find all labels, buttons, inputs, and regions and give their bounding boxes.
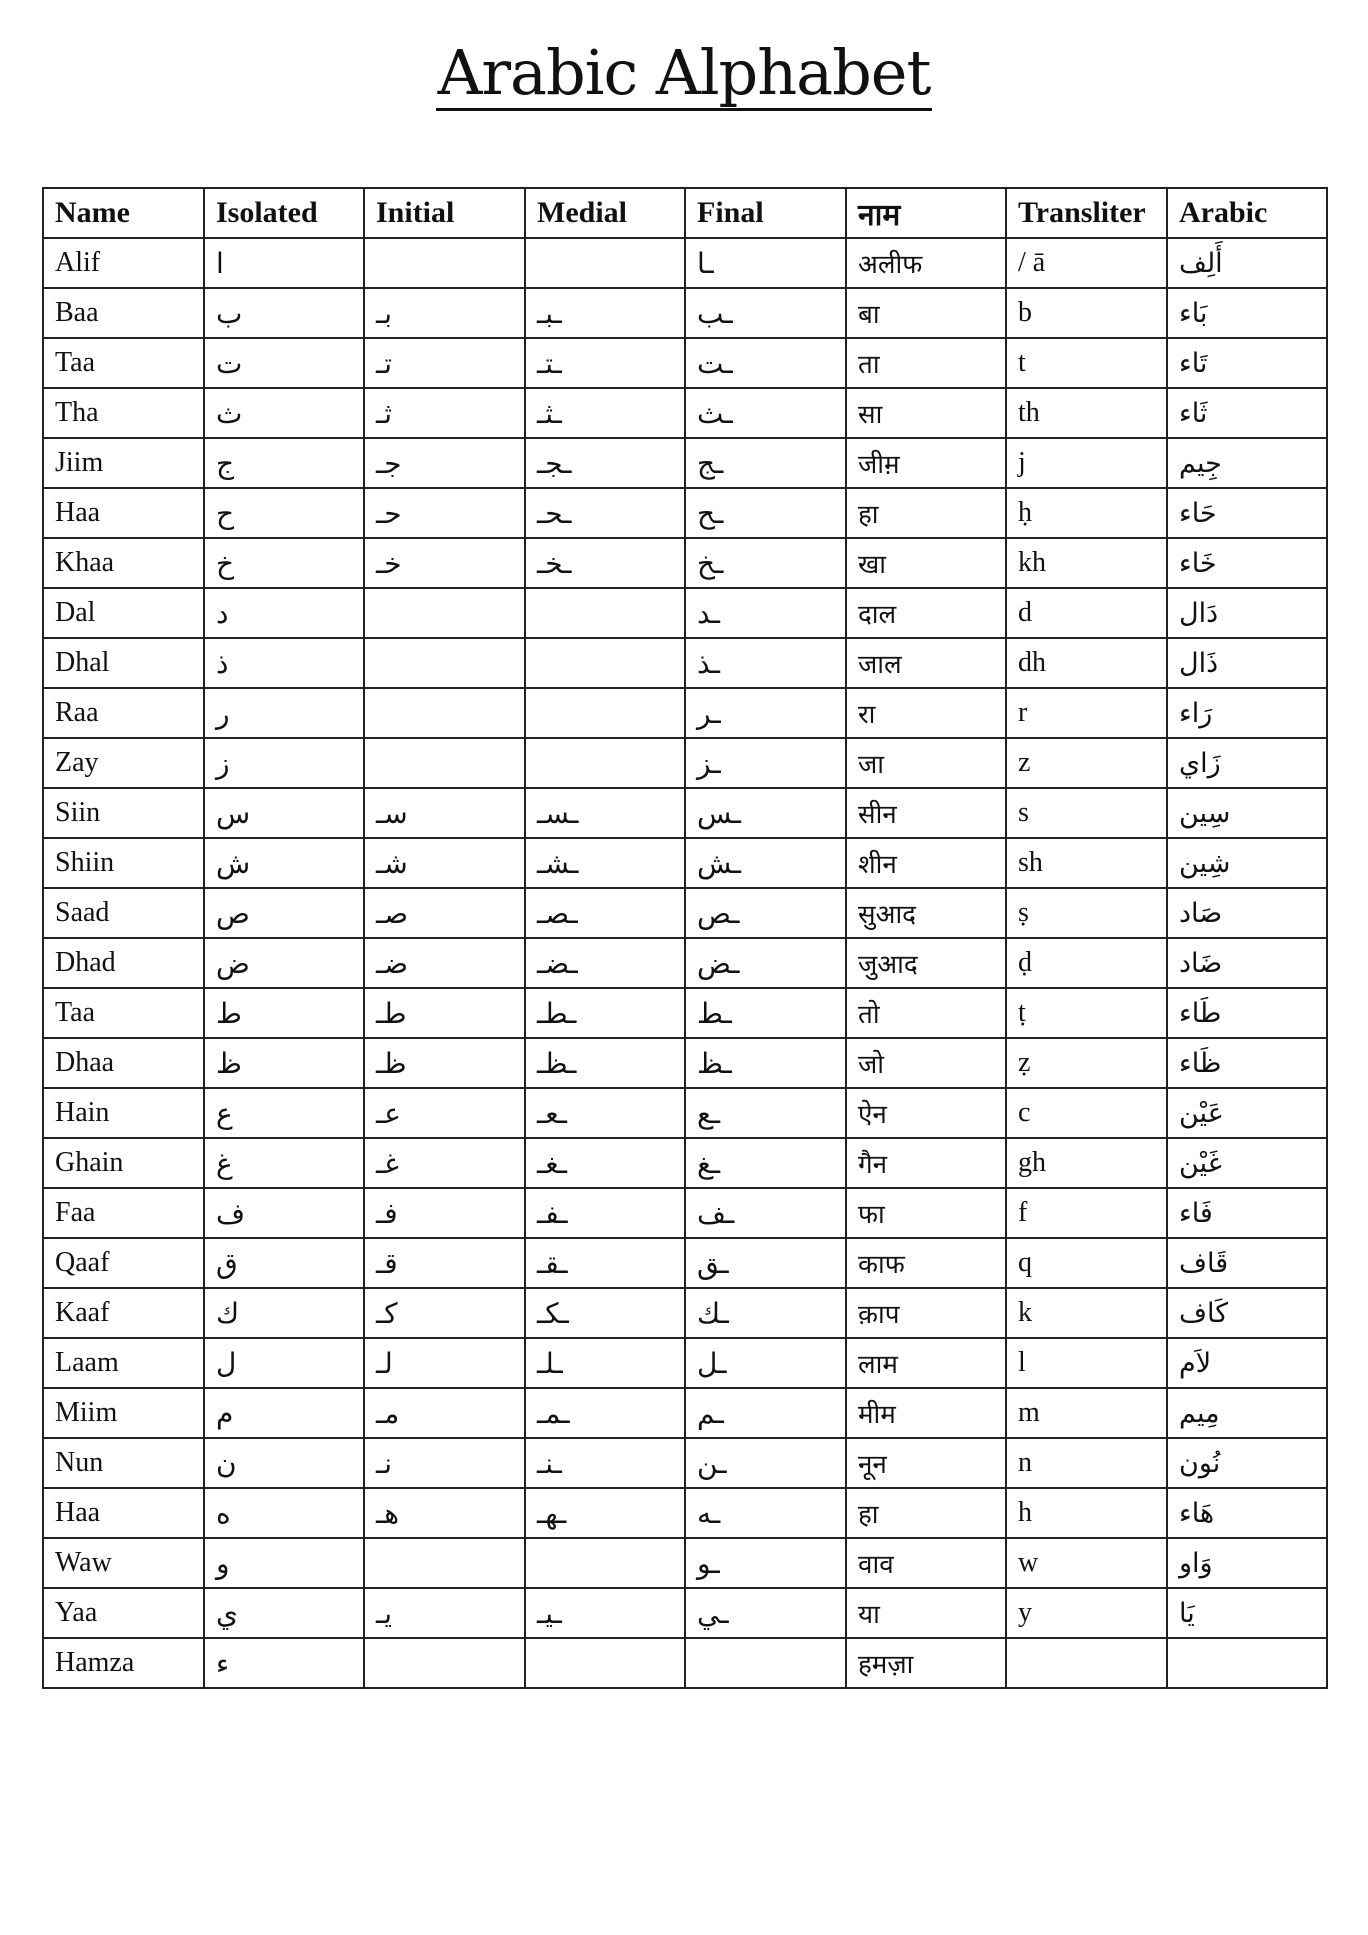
isolated-cell: ض: [204, 938, 364, 988]
final-cell: ـذ: [685, 638, 846, 688]
medial-cell: ـظـ: [525, 1038, 685, 1088]
initial-cell: نـ: [364, 1438, 525, 1488]
transliteration-cell: h: [1006, 1488, 1167, 1538]
medial-cell: ـكـ: [525, 1288, 685, 1338]
initial-cell: [364, 638, 525, 688]
isolated-cell: ح: [204, 488, 364, 538]
arabic-name-cell: نُون: [1167, 1438, 1327, 1488]
hindi-name-cell: बा: [846, 288, 1006, 338]
arabic-name-cell: وَاو: [1167, 1538, 1327, 1588]
transliteration-cell: ḥ: [1006, 488, 1167, 538]
name-cell: Kaaf: [43, 1288, 204, 1338]
arabic-name-cell: ظَاء: [1167, 1038, 1327, 1088]
name-cell: Faa: [43, 1188, 204, 1238]
table-row: [43, 488, 1327, 538]
initial-cell: غـ: [364, 1138, 525, 1188]
name-cell: Saad: [43, 888, 204, 938]
header-final: Final: [685, 188, 846, 238]
name-cell: Khaa: [43, 538, 204, 588]
arabic-name-cell: عَيْن: [1167, 1088, 1327, 1138]
initial-cell: مـ: [364, 1388, 525, 1438]
transliteration-cell: l: [1006, 1338, 1167, 1388]
name-cell: Yaa: [43, 1588, 204, 1638]
arabic-name-cell: تَاء: [1167, 338, 1327, 388]
name-cell: Baa: [43, 288, 204, 338]
medial-cell: [525, 238, 685, 288]
name-cell: Dhal: [43, 638, 204, 688]
final-cell: ـع: [685, 1088, 846, 1138]
table-row: [43, 1238, 1327, 1288]
medial-cell: ـنـ: [525, 1438, 685, 1488]
arabic-name-cell: طَاء: [1167, 988, 1327, 1038]
table-row: [43, 1588, 1327, 1638]
medial-cell: ـهـ: [525, 1488, 685, 1538]
medial-cell: ـحـ: [525, 488, 685, 538]
initial-cell: يـ: [364, 1588, 525, 1638]
initial-cell: جـ: [364, 438, 525, 488]
name-cell: Dal: [43, 588, 204, 638]
final-cell: ـب: [685, 288, 846, 338]
table-row: [43, 1288, 1327, 1338]
transliteration-cell: b: [1006, 288, 1167, 338]
hindi-name-cell: तो: [846, 988, 1006, 1038]
arabic-name-cell: ذَال: [1167, 638, 1327, 688]
transliteration-cell: k: [1006, 1288, 1167, 1338]
name-cell: Dhaa: [43, 1038, 204, 1088]
isolated-cell: ت: [204, 338, 364, 388]
final-cell: ـح: [685, 488, 846, 538]
hindi-name-cell: दाल: [846, 588, 1006, 638]
arabic-name-cell: مِيم: [1167, 1388, 1327, 1438]
final-cell: ـظ: [685, 1038, 846, 1088]
medial-cell: ـصـ: [525, 888, 685, 938]
medial-cell: [525, 588, 685, 638]
hindi-name-cell: ता: [846, 338, 1006, 388]
isolated-cell: س: [204, 788, 364, 838]
isolated-cell: ظ: [204, 1038, 364, 1088]
table-row: [43, 238, 1327, 288]
medial-cell: ـقـ: [525, 1238, 685, 1288]
arabic-name-cell: جِيم: [1167, 438, 1327, 488]
table-row: [43, 838, 1327, 888]
table-row: [43, 1038, 1327, 1088]
header-hindi-name: नाम: [846, 188, 1006, 238]
final-cell: ـي: [685, 1588, 846, 1638]
medial-cell: ـطـ: [525, 988, 685, 1038]
medial-cell: ـعـ: [525, 1088, 685, 1138]
final-cell: ـف: [685, 1188, 846, 1238]
isolated-cell: د: [204, 588, 364, 638]
initial-cell: لـ: [364, 1338, 525, 1388]
isolated-cell: ا: [204, 238, 364, 288]
name-cell: Taa: [43, 988, 204, 1038]
final-cell: ـا: [685, 238, 846, 288]
medial-cell: ـيـ: [525, 1588, 685, 1638]
hindi-name-cell: नून: [846, 1438, 1006, 1488]
transliteration-cell: gh: [1006, 1138, 1167, 1188]
initial-cell: هـ: [364, 1488, 525, 1538]
final-cell: ـق: [685, 1238, 846, 1288]
name-cell: Qaaf: [43, 1238, 204, 1288]
table-row: [43, 638, 1327, 688]
arabic-name-cell: يَا: [1167, 1588, 1327, 1638]
initial-cell: صـ: [364, 888, 525, 938]
arabic-name-cell: أَلِف: [1167, 238, 1327, 288]
header-transliteration: Transliter: [1006, 188, 1167, 238]
name-cell: Laam: [43, 1338, 204, 1388]
hindi-name-cell: सीन: [846, 788, 1006, 838]
arabic-name-cell: رَاء: [1167, 688, 1327, 738]
final-cell: [685, 1638, 846, 1688]
arabic-name-cell: دَال: [1167, 588, 1327, 638]
alphabet-table: [42, 187, 1328, 1689]
name-cell: Siin: [43, 788, 204, 838]
final-cell: ـس: [685, 788, 846, 838]
initial-cell: [364, 238, 525, 288]
isolated-cell: ش: [204, 838, 364, 888]
header-isolated: Isolated: [204, 188, 364, 238]
isolated-cell: ذ: [204, 638, 364, 688]
medial-cell: ـسـ: [525, 788, 685, 838]
isolated-cell: ب: [204, 288, 364, 338]
isolated-cell: ق: [204, 1238, 364, 1288]
isolated-cell: ع: [204, 1088, 364, 1138]
arabic-name-cell: كَاف: [1167, 1288, 1327, 1338]
final-cell: ـث: [685, 388, 846, 438]
transliteration-cell: m: [1006, 1388, 1167, 1438]
table-row: [43, 738, 1327, 788]
name-cell: Haa: [43, 488, 204, 538]
final-cell: ـخ: [685, 538, 846, 588]
isolated-cell: ء: [204, 1638, 364, 1688]
transliteration-cell: w: [1006, 1538, 1167, 1588]
transliteration-cell: j: [1006, 438, 1167, 488]
initial-cell: ظـ: [364, 1038, 525, 1088]
name-cell: Waw: [43, 1538, 204, 1588]
table-row: [43, 1338, 1327, 1388]
transliteration-cell: [1006, 1638, 1167, 1688]
final-cell: ـج: [685, 438, 846, 488]
transliteration-cell: t: [1006, 338, 1167, 388]
hindi-name-cell: हमज़ा: [846, 1638, 1006, 1688]
transliteration-cell: y: [1006, 1588, 1167, 1638]
isolated-cell: ك: [204, 1288, 364, 1338]
name-cell: Hain: [43, 1088, 204, 1138]
initial-cell: خـ: [364, 538, 525, 588]
arabic-name-cell: فَاء: [1167, 1188, 1327, 1238]
table-row: [43, 588, 1327, 638]
table-row: [43, 1088, 1327, 1138]
isolated-cell: م: [204, 1388, 364, 1438]
name-cell: Nun: [43, 1438, 204, 1488]
isolated-cell: ه: [204, 1488, 364, 1538]
initial-cell: [364, 588, 525, 638]
initial-cell: [364, 738, 525, 788]
initial-cell: [364, 1638, 525, 1688]
isolated-cell: و: [204, 1538, 364, 1588]
arabic-name-cell: [1167, 1638, 1327, 1688]
transliteration-cell: sh: [1006, 838, 1167, 888]
hindi-name-cell: जुआद: [846, 938, 1006, 988]
hindi-name-cell: जीम़: [846, 438, 1006, 488]
name-cell: Raa: [43, 688, 204, 738]
table-row: [43, 888, 1327, 938]
final-cell: ـو: [685, 1538, 846, 1588]
page-title-wrap: [0, 38, 1368, 111]
isolated-cell: ف: [204, 1188, 364, 1238]
table-row: [43, 788, 1327, 838]
table-row: [43, 1138, 1327, 1188]
hindi-name-cell: या: [846, 1588, 1006, 1638]
transliteration-cell: r: [1006, 688, 1167, 738]
hindi-name-cell: हा: [846, 1488, 1006, 1538]
medial-cell: ـضـ: [525, 938, 685, 988]
final-cell: ـص: [685, 888, 846, 938]
isolated-cell: ر: [204, 688, 364, 738]
arabic-name-cell: ثَاء: [1167, 388, 1327, 438]
name-cell: Ghain: [43, 1138, 204, 1188]
header-arabic: Arabic: [1167, 188, 1327, 238]
header-initial: Initial: [364, 188, 525, 238]
medial-cell: [525, 688, 685, 738]
arabic-name-cell: قَاف: [1167, 1238, 1327, 1288]
initial-cell: فـ: [364, 1188, 525, 1238]
table-row: [43, 938, 1327, 988]
table-row: [43, 688, 1327, 738]
transliteration-cell: c: [1006, 1088, 1167, 1138]
arabic-name-cell: بَاء: [1167, 288, 1327, 338]
hindi-name-cell: ऐन: [846, 1088, 1006, 1138]
initial-cell: ثـ: [364, 388, 525, 438]
arabic-name-cell: لاَم: [1167, 1338, 1327, 1388]
initial-cell: حـ: [364, 488, 525, 538]
isolated-cell: ز: [204, 738, 364, 788]
table-row: [43, 288, 1327, 338]
table-row: [43, 538, 1327, 588]
final-cell: ـر: [685, 688, 846, 738]
medial-cell: ـتـ: [525, 338, 685, 388]
arabic-name-cell: شِين: [1167, 838, 1327, 888]
transliteration-cell: q: [1006, 1238, 1167, 1288]
final-cell: ـك: [685, 1288, 846, 1338]
initial-cell: قـ: [364, 1238, 525, 1288]
hindi-name-cell: लाम: [846, 1338, 1006, 1388]
hindi-name-cell: सा: [846, 388, 1006, 438]
hindi-name-cell: फा: [846, 1188, 1006, 1238]
name-cell: Alif: [43, 238, 204, 288]
transliteration-cell: ẓ: [1006, 1038, 1167, 1088]
hindi-name-cell: खा: [846, 538, 1006, 588]
final-cell: ـت: [685, 338, 846, 388]
medial-cell: ـغـ: [525, 1138, 685, 1188]
name-cell: Miim: [43, 1388, 204, 1438]
medial-cell: ـثـ: [525, 388, 685, 438]
isolated-cell: ن: [204, 1438, 364, 1488]
transliteration-cell: ṭ: [1006, 988, 1167, 1038]
name-cell: Jiim: [43, 438, 204, 488]
medial-cell: ـجـ: [525, 438, 685, 488]
hindi-name-cell: शीन: [846, 838, 1006, 888]
table-row: [43, 388, 1327, 438]
hindi-name-cell: जाल: [846, 638, 1006, 688]
table-row: [43, 988, 1327, 1038]
arabic-name-cell: هَاء: [1167, 1488, 1327, 1538]
hindi-name-cell: काफ: [846, 1238, 1006, 1288]
transliteration-cell: n: [1006, 1438, 1167, 1488]
initial-cell: كـ: [364, 1288, 525, 1338]
table-row: [43, 1188, 1327, 1238]
transliteration-cell: dh: [1006, 638, 1167, 688]
arabic-name-cell: صَاد: [1167, 888, 1327, 938]
medial-cell: [525, 738, 685, 788]
final-cell: ـغ: [685, 1138, 846, 1188]
hindi-name-cell: जा: [846, 738, 1006, 788]
transliteration-cell: d: [1006, 588, 1167, 638]
medial-cell: ـمـ: [525, 1388, 685, 1438]
medial-cell: [525, 1538, 685, 1588]
initial-cell: شـ: [364, 838, 525, 888]
isolated-cell: ي: [204, 1588, 364, 1638]
arabic-name-cell: حَاء: [1167, 488, 1327, 538]
hindi-name-cell: मीम: [846, 1388, 1006, 1438]
arabic-name-cell: زَاي: [1167, 738, 1327, 788]
transliteration-cell: kh: [1006, 538, 1167, 588]
isolated-cell: ث: [204, 388, 364, 438]
header-row: [43, 188, 1327, 238]
table-row: [43, 1538, 1327, 1588]
final-cell: ـش: [685, 838, 846, 888]
initial-cell: سـ: [364, 788, 525, 838]
medial-cell: [525, 1638, 685, 1688]
name-cell: Hamza: [43, 1638, 204, 1688]
final-cell: ـن: [685, 1438, 846, 1488]
table-row: [43, 1638, 1327, 1688]
initial-cell: طـ: [364, 988, 525, 1038]
hindi-name-cell: जो: [846, 1038, 1006, 1088]
name-cell: Tha: [43, 388, 204, 438]
name-cell: Taa: [43, 338, 204, 388]
page-title: Arabic Alphabet: [437, 36, 931, 109]
hindi-name-cell: अलीफ: [846, 238, 1006, 288]
initial-cell: بـ: [364, 288, 525, 338]
initial-cell: عـ: [364, 1088, 525, 1138]
table-row: [43, 1438, 1327, 1488]
medial-cell: ـخـ: [525, 538, 685, 588]
name-cell: Dhad: [43, 938, 204, 988]
isolated-cell: ط: [204, 988, 364, 1038]
medial-cell: ـلـ: [525, 1338, 685, 1388]
isolated-cell: ل: [204, 1338, 364, 1388]
final-cell: ـز: [685, 738, 846, 788]
hindi-name-cell: क़ाप: [846, 1288, 1006, 1338]
initial-cell: تـ: [364, 338, 525, 388]
arabic-name-cell: خَاء: [1167, 538, 1327, 588]
arabic-name-cell: ضَاد: [1167, 938, 1327, 988]
isolated-cell: ص: [204, 888, 364, 938]
name-cell: Zay: [43, 738, 204, 788]
name-cell: Shiin: [43, 838, 204, 888]
initial-cell: [364, 688, 525, 738]
transliteration-cell: f: [1006, 1188, 1167, 1238]
arabic-name-cell: سِين: [1167, 788, 1327, 838]
arabic-name-cell: غَيْن: [1167, 1138, 1327, 1188]
transliteration-cell: ḍ: [1006, 938, 1167, 988]
medial-cell: [525, 638, 685, 688]
final-cell: ـط: [685, 988, 846, 1038]
medial-cell: ـفـ: [525, 1188, 685, 1238]
hindi-name-cell: सुआद: [846, 888, 1006, 938]
transliteration-cell: s: [1006, 788, 1167, 838]
transliteration-cell: z: [1006, 738, 1167, 788]
initial-cell: ضـ: [364, 938, 525, 988]
final-cell: ـه: [685, 1488, 846, 1538]
transliteration-cell: th: [1006, 388, 1167, 438]
table-row: [43, 1488, 1327, 1538]
hindi-name-cell: हा: [846, 488, 1006, 538]
isolated-cell: خ: [204, 538, 364, 588]
final-cell: ـد: [685, 588, 846, 638]
name-cell: Haa: [43, 1488, 204, 1538]
table-row: [43, 1388, 1327, 1438]
final-cell: ـض: [685, 938, 846, 988]
transliteration-cell: ṣ: [1006, 888, 1167, 938]
isolated-cell: غ: [204, 1138, 364, 1188]
hindi-name-cell: रा: [846, 688, 1006, 738]
table-row: [43, 338, 1327, 388]
hindi-name-cell: वाव: [846, 1538, 1006, 1588]
hindi-name-cell: गैन: [846, 1138, 1006, 1188]
final-cell: ـل: [685, 1338, 846, 1388]
medial-cell: ـبـ: [525, 288, 685, 338]
header-name: Name: [43, 188, 204, 238]
transliteration-cell: / ā: [1006, 238, 1167, 288]
medial-cell: ـشـ: [525, 838, 685, 888]
table-row: [43, 438, 1327, 488]
final-cell: ـم: [685, 1388, 846, 1438]
initial-cell: [364, 1538, 525, 1588]
isolated-cell: ج: [204, 438, 364, 488]
header-medial: Medial: [525, 188, 685, 238]
